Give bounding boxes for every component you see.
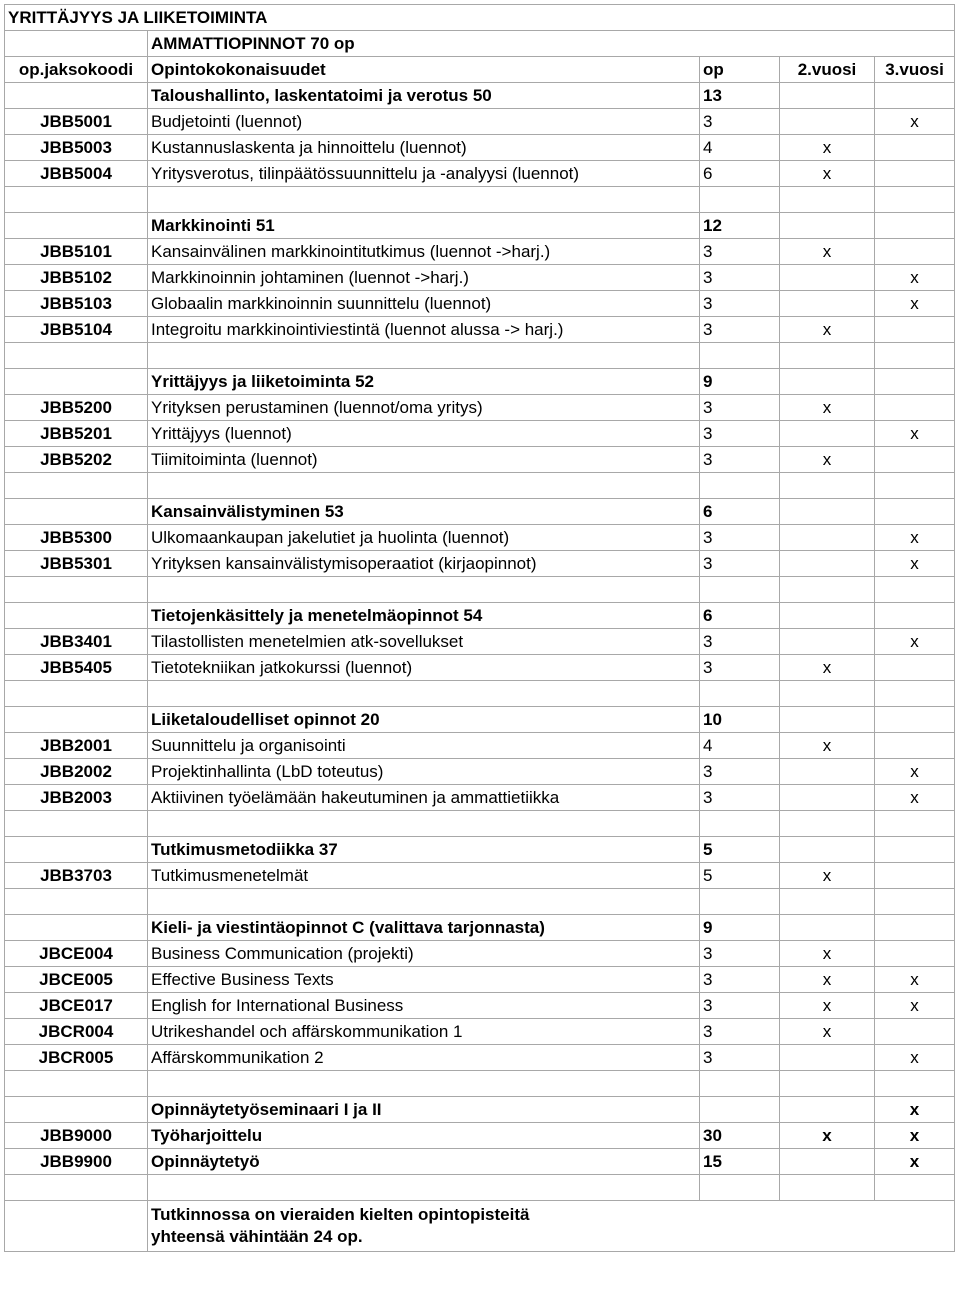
course-row [5,785,955,811]
group-op: 13 [700,83,780,109]
course-row [5,629,955,655]
course-name: Ulkomaankaupan jakelutiet ja huolinta (luennot) [148,525,700,551]
course-year2 [780,109,875,135]
course-op: 3 [700,551,780,577]
footer-note [148,1201,955,1252]
course-code: JBCE017 [5,993,148,1019]
course-name: Kustannuslaskenta ja hinnoittelu (luennot) [148,135,700,161]
course-year2: x [780,395,875,421]
empty-cell [875,811,955,837]
course-row [5,421,955,447]
course-row [5,1149,955,1175]
course-op: 3 [700,941,780,967]
group-year3 [875,213,955,239]
course-op: 3 [700,967,780,993]
group-header-row [5,369,955,395]
group-name: Kieli- ja viestintäopinnot C (valittava tarjonnasta) [148,915,700,941]
course-op: 3 [700,109,780,135]
course-year2: x [780,863,875,889]
course-code: JBB5102 [5,265,148,291]
course-name: Budjetointi (luennot) [148,109,700,135]
group-op: 6 [700,499,780,525]
empty-cell [700,1071,780,1097]
group-name: Tutkimusmetodiikka 37 [148,837,700,863]
empty-cell [148,889,700,915]
group-op: 12 [700,213,780,239]
group-op: 6 [700,603,780,629]
course-name: English for International Business [148,993,700,1019]
empty-cell [875,187,955,213]
group-header-row [5,213,955,239]
course-name: Yrityksen kansainvälistymisoperaatiot (kirjaopinnot) [148,551,700,577]
group-year2 [780,915,875,941]
empty-cell [875,473,955,499]
document-title: YRITTÄJYYS JA LIIKETOIMINTA [5,5,955,31]
course-op: 3 [700,421,780,447]
course-code: JBCE004 [5,941,148,967]
course-year2 [780,265,875,291]
course-op: 3 [700,629,780,655]
header-row [5,57,955,83]
course-row [5,759,955,785]
empty-cell [148,811,700,837]
table-body [5,5,955,1252]
spacer-row [5,577,955,603]
course-year2: x [780,967,875,993]
course-name: Tietotekniikan jatkokurssi (luennot) [148,655,700,681]
course-code: JBB5003 [5,135,148,161]
empty-cell [5,31,148,57]
course-name: Integroitu markkinointiviestintä (luennot alussa -> harj.) [148,317,700,343]
course-name: Tiimitoiminta (luennot) [148,447,700,473]
course-code: JBB5200 [5,395,148,421]
course-name: Tilastollisten menetelmien atk-sovellukset [148,629,700,655]
header-year2: 2.vuosi [780,57,875,83]
empty-cell [5,473,148,499]
course-year2 [780,291,875,317]
course-code: JBB5202 [5,447,148,473]
group-year3 [875,83,955,109]
empty-cell [780,343,875,369]
group-year3 [875,837,955,863]
course-year2: x [780,941,875,967]
course-op: 3 [700,759,780,785]
empty-cell [5,707,148,733]
course-op: 4 [700,733,780,759]
empty-cell [5,1071,148,1097]
empty-cell [780,1175,875,1201]
course-name: Tutkimusmenetelmät [148,863,700,889]
course-year3: x [875,993,955,1019]
course-name: Yrityksen perustaminen (luennot/oma yritys) [148,395,700,421]
course-op: 3 [700,317,780,343]
empty-cell [5,369,148,395]
course-code: JBCR004 [5,1019,148,1045]
course-code: JBB3401 [5,629,148,655]
empty-cell [148,1071,700,1097]
empty-cell [780,1071,875,1097]
empty-cell [780,811,875,837]
group-op: 5 [700,837,780,863]
group-year2 [780,369,875,395]
course-row [5,967,955,993]
course-op: 3 [700,1019,780,1045]
course-year2: x [780,1123,875,1149]
group-name: Opinnäytetyöseminaari I ja II [148,1097,700,1123]
course-year3: x [875,1045,955,1071]
group-header-row [5,83,955,109]
course-year2: x [780,1019,875,1045]
course-row [5,135,955,161]
empty-cell [5,681,148,707]
course-name: Opinnäytetyö [148,1149,700,1175]
group-op: 9 [700,915,780,941]
course-row [5,161,955,187]
empty-cell [700,681,780,707]
course-row [5,941,955,967]
spacer-row [5,1071,955,1097]
course-code: JBB5001 [5,109,148,135]
empty-cell [875,1175,955,1201]
course-code: JBCE005 [5,967,148,993]
empty-cell [5,83,148,109]
empty-cell [700,577,780,603]
spacer-row [5,473,955,499]
empty-cell [700,473,780,499]
course-year2: x [780,161,875,187]
course-year3 [875,395,955,421]
empty-cell [875,1071,955,1097]
course-year2 [780,629,875,655]
course-year3: x [875,421,955,447]
course-op: 5 [700,863,780,889]
group-name: Liiketaloudelliset opinnot 20 [148,707,700,733]
empty-cell [148,1175,700,1201]
header-op: op [700,57,780,83]
course-name: Aktiivinen työelämään hakeutuminen ja ammattietiikka [148,785,700,811]
course-row [5,447,955,473]
spacer-row [5,343,955,369]
group-name: Kansainvälistyminen 53 [148,499,700,525]
footer-line2: yhteensä vähintään 24 op. [151,1227,363,1246]
course-op: 3 [700,655,780,681]
empty-cell [5,811,148,837]
group-year2 [780,499,875,525]
footer-line1: Tutkinnossa on vieraiden kielten opintopisteitä [151,1205,530,1224]
course-name: Utrikeshandel och affärskommunikation 1 [148,1019,700,1045]
empty-cell [5,213,148,239]
spacer-row [5,681,955,707]
empty-cell [5,1097,148,1123]
empty-cell [700,1175,780,1201]
empty-cell [780,577,875,603]
course-name: Kansainvälinen markkinointitutkimus (luennot ->harj.) [148,239,700,265]
course-name: Yritysverotus, tilinpäätössuunnittelu ja -analyysi (luennot) [148,161,700,187]
group-header-row [5,837,955,863]
course-code: JBB2002 [5,759,148,785]
course-name: Projektinhallinta (LbD toteutus) [148,759,700,785]
document [4,4,955,1252]
group-op: 9 [700,369,780,395]
group-header-row [5,707,955,733]
group-op [700,1097,780,1123]
course-year2 [780,1149,875,1175]
spacer-row [5,1175,955,1201]
empty-cell [700,187,780,213]
course-op: 3 [700,785,780,811]
group-year3 [875,499,955,525]
group-year3 [875,707,955,733]
course-year3 [875,161,955,187]
course-name: Yrittäjyys (luennot) [148,421,700,447]
course-year3: x [875,785,955,811]
course-row [5,317,955,343]
course-row [5,525,955,551]
empty-cell [5,343,148,369]
course-year2 [780,759,875,785]
course-op: 30 [700,1123,780,1149]
course-op: 3 [700,1045,780,1071]
course-code: JBB2003 [5,785,148,811]
course-row [5,1123,955,1149]
course-year3: x [875,629,955,655]
group-name: Yrittäjyys ja liiketoiminta 52 [148,369,700,395]
course-row [5,291,955,317]
course-name: Effective Business Texts [148,967,700,993]
course-op: 3 [700,395,780,421]
course-op: 3 [700,525,780,551]
group-year3: x [875,1097,955,1123]
course-op: 4 [700,135,780,161]
course-name: Business Communication (projekti) [148,941,700,967]
course-row [5,109,955,135]
course-row [5,993,955,1019]
course-code: JBB5004 [5,161,148,187]
group-year2 [780,1097,875,1123]
subtitle-row [5,31,955,57]
course-code: JBB5405 [5,655,148,681]
empty-cell [700,811,780,837]
document-subtitle: AMMATTIOPINNOT 70 op [148,31,955,57]
course-code: JBB5104 [5,317,148,343]
course-name: Työharjoittelu [148,1123,700,1149]
course-year3 [875,863,955,889]
course-code: JBCR005 [5,1045,148,1071]
course-year3 [875,1019,955,1045]
course-year3: x [875,265,955,291]
empty-cell [148,577,700,603]
course-code: JBB2001 [5,733,148,759]
empty-cell [5,577,148,603]
empty-cell [700,343,780,369]
course-year2: x [780,239,875,265]
course-row [5,1045,955,1071]
empty-cell [5,499,148,525]
course-op: 15 [700,1149,780,1175]
spacer-row [5,187,955,213]
group-header-row [5,603,955,629]
empty-cell [780,681,875,707]
empty-cell [780,473,875,499]
course-year2: x [780,993,875,1019]
group-header-row [5,1097,955,1123]
course-year3: x [875,551,955,577]
header-code: op.jaksokoodi [5,57,148,83]
group-year2 [780,213,875,239]
empty-cell [148,473,700,499]
empty-cell [148,343,700,369]
group-header-row [5,499,955,525]
course-code: JBB5103 [5,291,148,317]
course-row [5,551,955,577]
header-year3: 3.vuosi [875,57,955,83]
footer-row [5,1201,955,1252]
course-year2 [780,421,875,447]
spacer-row [5,811,955,837]
course-row [5,733,955,759]
group-year2 [780,837,875,863]
course-op: 3 [700,265,780,291]
course-year2: x [780,733,875,759]
course-year3 [875,655,955,681]
group-year2 [780,603,875,629]
course-name: Markkinoinnin johtaminen (luennot ->harj.) [148,265,700,291]
course-year2: x [780,135,875,161]
empty-cell [5,1175,148,1201]
spacer-row [5,889,955,915]
empty-cell [5,603,148,629]
empty-cell [5,187,148,213]
group-op: 10 [700,707,780,733]
course-year3 [875,317,955,343]
course-name: Globaalin markkinoinnin suunnittelu (luennot) [148,291,700,317]
course-row [5,265,955,291]
course-year3: x [875,291,955,317]
course-row [5,863,955,889]
course-code: JBB5300 [5,525,148,551]
course-code: JBB5201 [5,421,148,447]
course-year3 [875,239,955,265]
empty-cell [700,889,780,915]
course-code: JBB9000 [5,1123,148,1149]
course-code: JBB3703 [5,863,148,889]
course-name: Suunnittelu ja organisointi [148,733,700,759]
empty-cell [780,889,875,915]
course-op: 3 [700,993,780,1019]
course-year2 [780,551,875,577]
course-op: 3 [700,239,780,265]
empty-cell [148,681,700,707]
group-year3 [875,369,955,395]
group-year3 [875,603,955,629]
course-code: JBB9900 [5,1149,148,1175]
course-row [5,655,955,681]
group-year2 [780,707,875,733]
empty-cell [5,837,148,863]
course-year3 [875,135,955,161]
group-year3 [875,915,955,941]
course-year3: x [875,525,955,551]
empty-cell [875,577,955,603]
course-year3: x [875,109,955,135]
course-year3 [875,941,955,967]
course-year2: x [780,447,875,473]
course-op: 6 [700,161,780,187]
course-op: 3 [700,291,780,317]
title-row [5,5,955,31]
course-op: 3 [700,447,780,473]
course-year3: x [875,759,955,785]
course-year3 [875,447,955,473]
group-header-row [5,915,955,941]
group-year2 [780,83,875,109]
course-year3 [875,733,955,759]
curriculum-table [4,4,955,1252]
course-code: JBB5301 [5,551,148,577]
empty-cell [780,187,875,213]
empty-cell [5,1201,148,1252]
course-year3: x [875,967,955,993]
empty-cell [5,889,148,915]
header-name: Opintokokonaisuudet [148,57,700,83]
course-row [5,395,955,421]
course-year2 [780,1045,875,1071]
course-year2 [780,525,875,551]
course-row [5,239,955,265]
group-name: Tietojenkäsittely ja menetelmäopinnot 54 [148,603,700,629]
course-year2: x [780,317,875,343]
empty-cell [875,889,955,915]
course-year2 [780,785,875,811]
course-code: JBB5101 [5,239,148,265]
group-name: Taloushallinto, laskentatoimi ja verotus 50 [148,83,700,109]
course-year3: x [875,1123,955,1149]
course-year3: x [875,1149,955,1175]
course-row [5,1019,955,1045]
course-name: Affärskommunikation 2 [148,1045,700,1071]
empty-cell [5,915,148,941]
course-year2: x [780,655,875,681]
empty-cell [148,187,700,213]
empty-cell [875,343,955,369]
group-name: Markkinointi 51 [148,213,700,239]
empty-cell [875,681,955,707]
